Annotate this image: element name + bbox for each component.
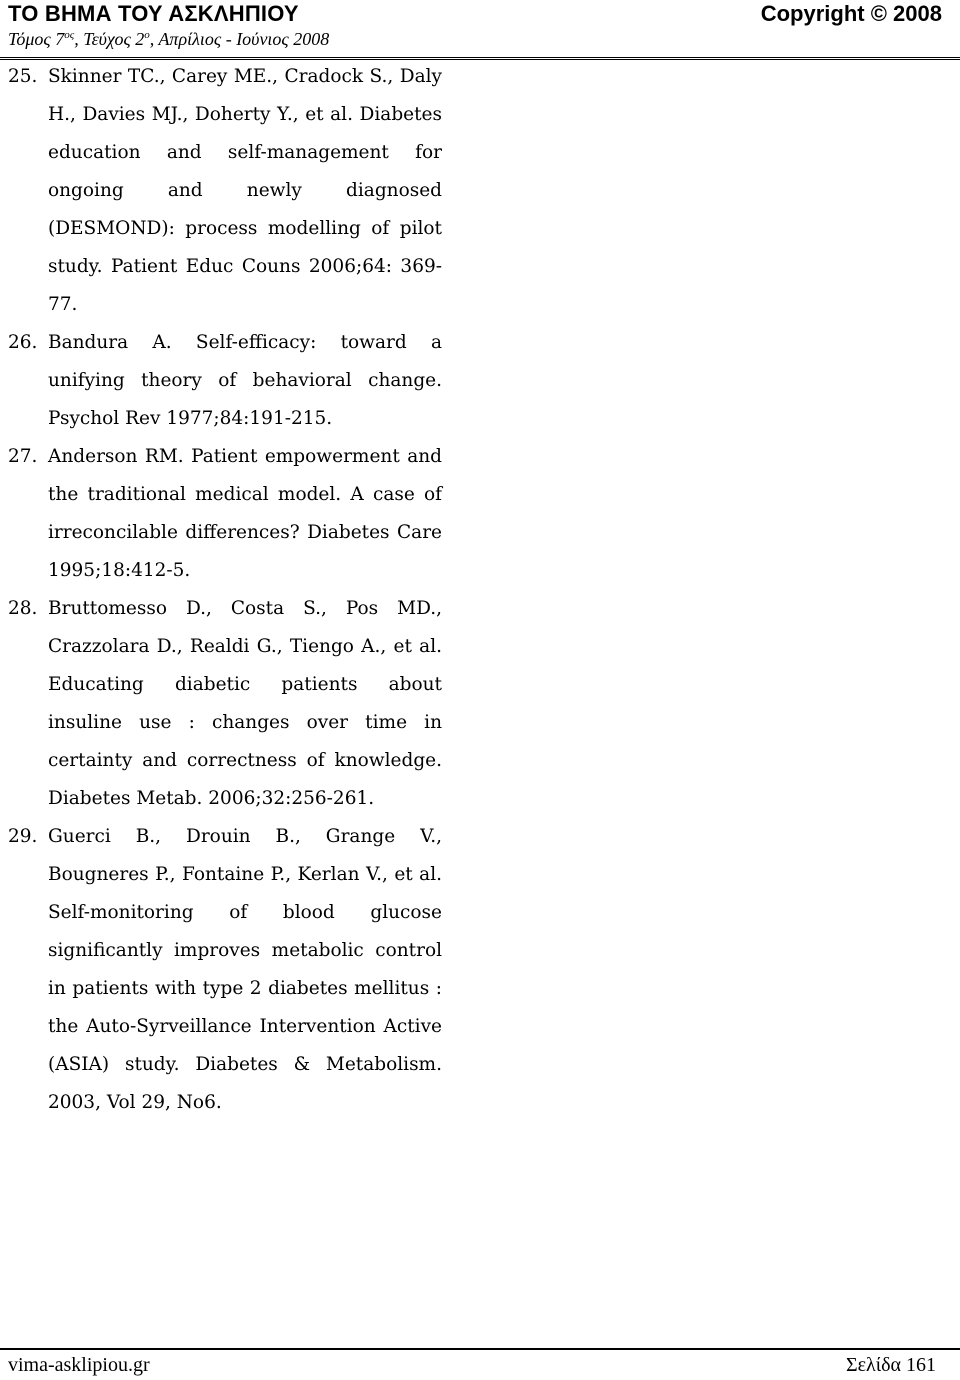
issue-suffix: ο [144, 29, 150, 41]
copyright-notice: Copyright © 2008 [760, 1, 942, 26]
reference-number: 29. [8, 826, 38, 847]
volume-label: Τόμος 7 [8, 29, 65, 49]
page-number: Σελίδα 161 [845, 1354, 936, 1376]
reference-item [8, 818, 442, 1122]
reference-number: 25. [8, 66, 38, 87]
reference-number: 28. [8, 598, 38, 619]
reference-text: Bandura A. Self-efficacy: toward a unifying theory of behavioral change. Psychol Rev 1977;84:191-215. [48, 332, 442, 429]
reference-text: Bruttomesso D., Costa S., Pos MD., Crazzolara D., Realdi G., Tiengo A., et al. Educating diabetic patients about insuline use : changes over time in certainty and correctness of knowledge. Diabetes Metab. 2006;32:256-261. [48, 598, 442, 809]
reference-item [8, 590, 442, 818]
reference-number: 26. [8, 332, 38, 353]
reference-text: Anderson RM. Patient empowerment and the traditional medical model. A case of irreconcilable differences? Diabetes Care 1995;18:412-5. [48, 446, 442, 581]
issue-label: , Τεύχος 2 [74, 29, 145, 49]
reference-item [8, 324, 442, 438]
footer-divider [0, 1348, 960, 1350]
issue-period: , Απρίλιος - Ιούνιος 2008 [149, 29, 330, 49]
volume-suffix: ος [64, 29, 75, 41]
reference-item [8, 438, 442, 590]
reference-number: 27. [8, 446, 38, 467]
reference-text: Skinner TC., Carey ME., Cradock S., Daly H., Davies MJ., Doherty Y., et al. Diabetes education and self-management for ongoing and newly diagnosed (DESMOND): process modelling of pilot study. Patient Educ Couns 2006;64: 369-77. [48, 66, 442, 315]
reference-text: Guerci B., Drouin B., Grange V., Bougneres P., Fontaine P., Kerlan V., et al. Self-monitoring of blood glucose significantly improves metabolic control in patients with type 2 diabetes mellitus : the Auto-Syrveillance Intervention Active (ASIA) study. Diabetes & Metabolism. 2003, Vol 29, No6. [48, 826, 442, 1113]
reference-item [8, 58, 442, 324]
reference-list [8, 58, 442, 1122]
footer-website: vima-asklipiou.gr [8, 1354, 150, 1376]
issue-info [8, 29, 329, 50]
journal-title: ΤΟ ΒΗΜΑ ΤΟΥ ΑΣΚΛΗΠΙΟΥ [8, 1, 299, 26]
